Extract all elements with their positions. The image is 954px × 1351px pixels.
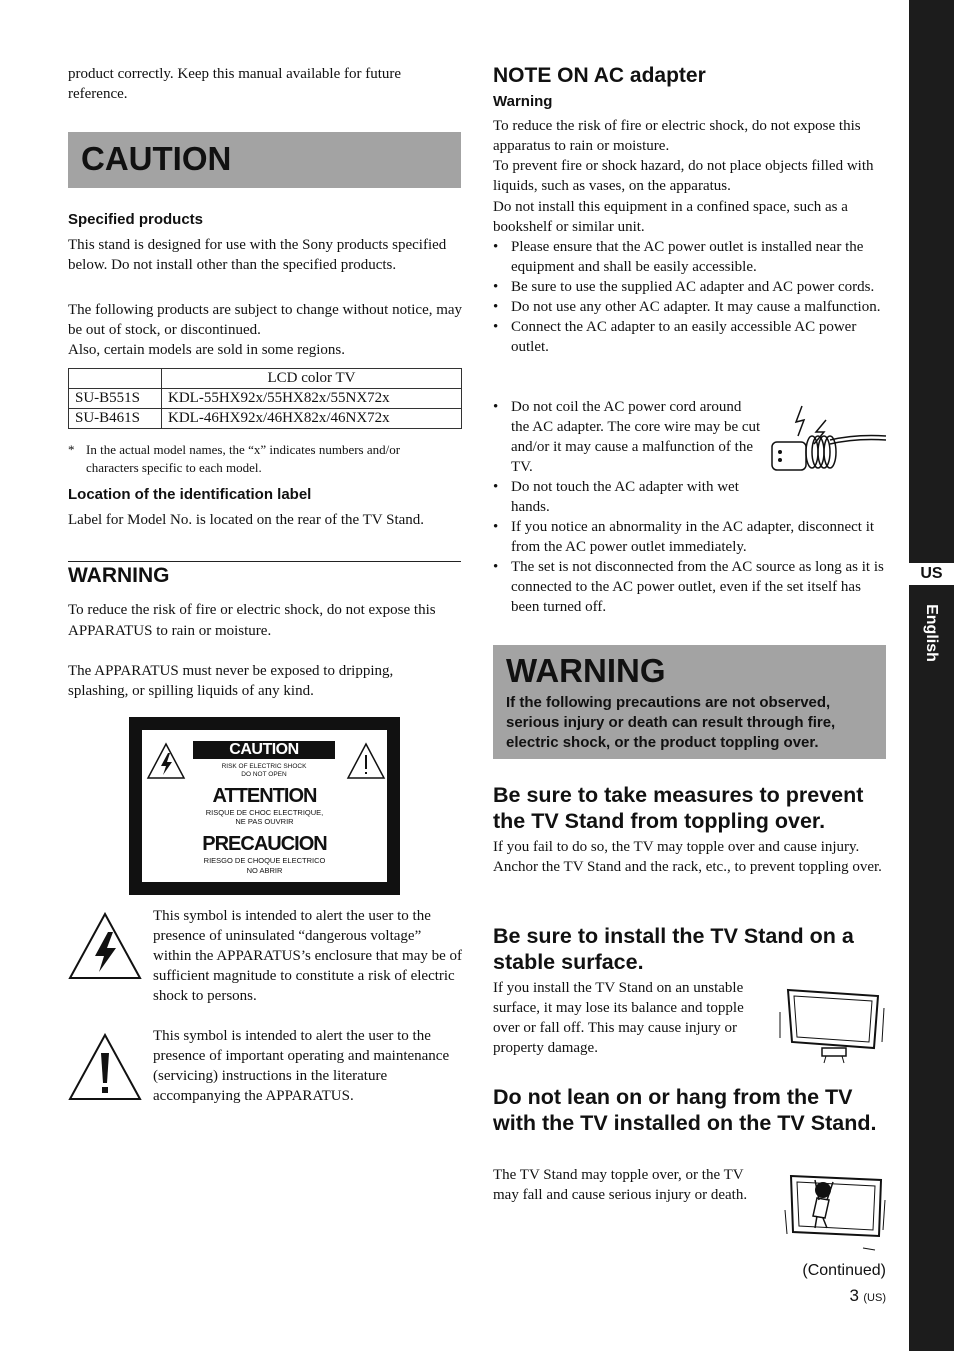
footnote-text: In the actual model names, the “x” indicates numbers and/or characters specific to each model. bbox=[86, 442, 401, 475]
label-caution: CAUTION bbox=[193, 741, 335, 759]
lean-text: The TV Stand may topple over, or the TV may fall and cause serious injury or death. bbox=[493, 1167, 748, 1203]
exclamation-triangle-icon bbox=[68, 1033, 142, 1101]
label-precaucion-sub2: NO ABRIR bbox=[246, 866, 283, 875]
warning-box-text: If the following precautions are not observed, serious injury or death can result through fire, electric shock, or the product toppling over. bbox=[506, 694, 836, 751]
list-item: • If you notice an abnormality in the AC adapter, disconnect it from the AC power outlet immediately. bbox=[493, 517, 888, 557]
topple-text: If you fail to do so, the TV may topple over and cause injury. Anchor the TV Stand and the rack, etc., to prevent toppling over. bbox=[493, 839, 882, 875]
specified-products-heading: Specified products bbox=[68, 211, 204, 228]
specified-paragraph-2: The following products are subject to change without notice, may be out of stock, or discontinued. bbox=[68, 302, 463, 338]
table-header-row bbox=[69, 369, 462, 389]
unstable-surface-illustration bbox=[778, 982, 886, 1064]
continued-label: (Continued) bbox=[802, 1262, 886, 1279]
ac-paragraph-3: Do not install this equipment in a confined space, such as a bookshelf or similar unit. bbox=[493, 199, 848, 235]
label-attention-sub2: NE PAS OUVRIR bbox=[235, 817, 294, 826]
ac-bullet-list-c bbox=[493, 517, 888, 617]
page-number-block bbox=[800, 1286, 886, 1306]
exclamation-triangle-icon bbox=[346, 741, 386, 781]
page-number-suffix: (US) bbox=[863, 1292, 886, 1304]
label-precaucion-sub1: RIESGO DE CHOQUE ELECTRICO bbox=[203, 856, 326, 865]
caution-heading: CAUTION bbox=[81, 140, 232, 177]
list-item: • Please ensure that the AC power outlet is installed near the equipment and shall be easily accessible. bbox=[493, 237, 888, 277]
specified-paragraph-1: This stand is designed for use with the Sony products specified below. Do not install other than the specified products. bbox=[68, 237, 447, 273]
lightning-triangle-icon bbox=[146, 741, 186, 781]
stable-text: If you install the TV Stand on an unstable surface, it may lose its balance and topple over or fall off. This may cause injury or property damage. bbox=[493, 980, 744, 1056]
list-item: • Do not coil the AC power cord around the AC adapter. The core wire may be cut and/or it may cause a malfunction of the TV. bbox=[493, 397, 761, 477]
label-attention: ATTENTION bbox=[212, 785, 317, 807]
warning-box bbox=[493, 645, 886, 759]
location-text: Label for Model No. is located on the rear of the TV Stand. bbox=[68, 512, 425, 528]
model-table bbox=[68, 368, 462, 429]
stable-heading: Be sure to install the TV Stand on a stable surface. bbox=[493, 924, 854, 974]
table-cell-tv: KDL-55HX92x/55HX82x/55NX72x bbox=[162, 389, 462, 409]
table-cell-empty bbox=[69, 369, 162, 389]
topple-heading: Be sure to take measures to prevent the TV Stand from toppling over. bbox=[493, 783, 864, 833]
label-caution-sub2: DO NOT OPEN bbox=[241, 771, 287, 778]
label-caution-sub1: RISK OF ELECTRIC SHOCK bbox=[221, 763, 307, 770]
warning-paragraph-2: The APPARATUS must never be exposed to dripping, splashing, or spilling liquids of any kind. bbox=[68, 663, 394, 699]
ac-adapter-coil-illustration bbox=[766, 400, 888, 480]
ac-bullet-list-a bbox=[493, 237, 888, 357]
caution-label-graphic bbox=[129, 717, 400, 895]
hanging-child-illustration bbox=[783, 1170, 887, 1256]
table-row bbox=[69, 409, 462, 429]
table-row bbox=[69, 389, 462, 409]
caution-banner bbox=[68, 132, 461, 188]
language-sidebar bbox=[909, 0, 954, 1351]
label-attention-sub1: RISQUE DE CHOC ELECTRIQUE, bbox=[205, 808, 324, 817]
symbol1-text: This symbol is intended to alert the user to the presence of uninsulated “dangerous voltage” within the APPARATUS’s enclosure that may be of sufficient magnitude to constitute a risk of electric shock to persons. bbox=[153, 908, 463, 1004]
ac-bullet-list-b bbox=[493, 397, 761, 517]
warning-heading: WARNING bbox=[68, 564, 170, 587]
symbol2-text: This symbol is intended to alert the user to the presence of important operating and maintenance (servicing) instructions in the literature accompanying the APPARATUS. bbox=[153, 1028, 450, 1104]
specified-paragraph-3: Also, certain models are sold in some regions. bbox=[68, 342, 346, 358]
warning-paragraph-1: To reduce the risk of fire or electric shock, do not expose this APPARATUS to rain or moisture. bbox=[68, 602, 436, 639]
list-item: • The set is not disconnected from the AC source as long as it is connected to the AC power outlet, even if the set itself has been turned off. bbox=[493, 557, 888, 617]
table-header-cell: LCD color TV bbox=[162, 369, 462, 389]
ac-paragraph-2: To prevent fire or shock hazard, do not place objects filled with liquids, such as vases, on the apparatus. bbox=[493, 158, 874, 194]
caution-label-inner bbox=[142, 730, 387, 882]
lean-heading: Do not lean on or hang from the TV with the TV installed on the TV Stand. bbox=[493, 1085, 877, 1135]
ac-warning-label: Warning bbox=[493, 93, 553, 110]
label-precaucion: PRECAUCION bbox=[202, 833, 327, 855]
location-heading: Location of the identification label bbox=[68, 486, 312, 503]
language-tab-label: English bbox=[923, 604, 940, 662]
warning-box-heading: WARNING bbox=[506, 652, 666, 689]
footnote-mark: * bbox=[68, 442, 75, 457]
page-number: 3 bbox=[849, 1286, 859, 1305]
table-cell-tv: KDL-46HX92x/46HX82x/46NX72x bbox=[162, 409, 462, 429]
list-item: • Do not use any other AC adapter. It may cause a malfunction. bbox=[493, 297, 888, 317]
lightning-triangle-icon bbox=[68, 912, 142, 980]
warning-rule bbox=[68, 561, 461, 562]
table-cell-model: SU-B461S bbox=[69, 409, 162, 429]
region-tab: US bbox=[909, 563, 954, 585]
intro-text: product correctly. Keep this manual available for future reference. bbox=[68, 66, 402, 102]
ac-adapter-heading: NOTE ON AC adapter bbox=[493, 64, 706, 87]
list-item: • Connect the AC adapter to an easily accessible AC power outlet. bbox=[493, 317, 888, 357]
ac-paragraph-1: To reduce the risk of fire or electric shock, do not expose this apparatus to rain or moisture. bbox=[493, 118, 861, 154]
list-item: • Do not touch the AC adapter with wet hands. bbox=[493, 477, 761, 517]
table-cell-model: SU-B551S bbox=[69, 389, 162, 409]
list-item: • Be sure to use the supplied AC adapter and AC power cords. bbox=[493, 277, 888, 297]
